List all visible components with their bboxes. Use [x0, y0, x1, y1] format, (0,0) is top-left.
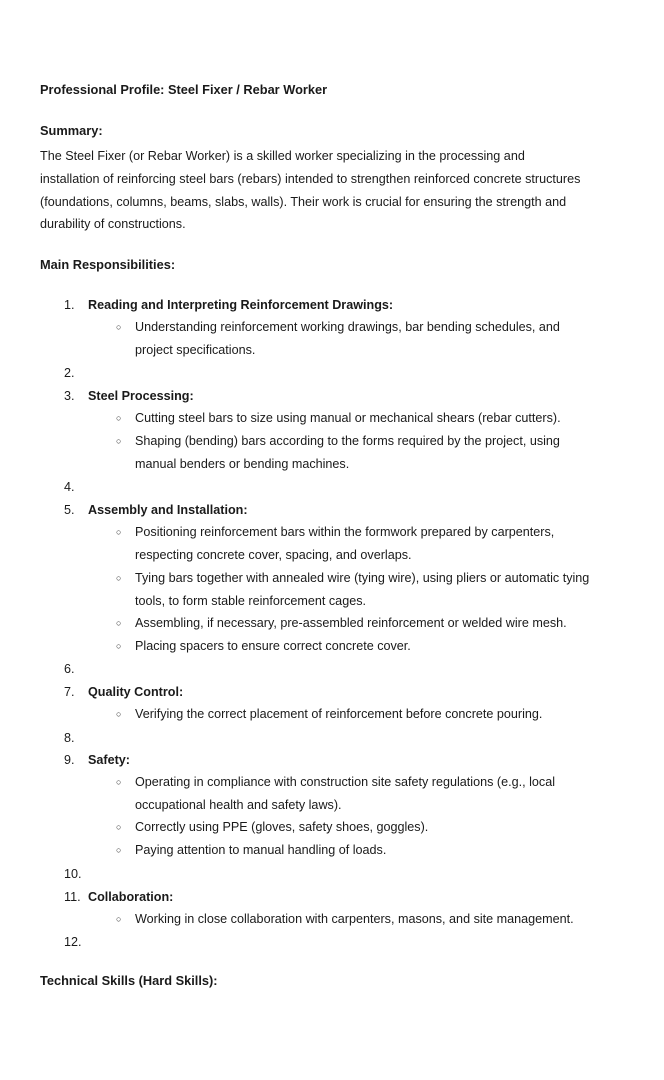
bullet-text [135, 635, 635, 658]
bullet-icon: ○ [116, 322, 122, 332]
list-heading: Reading and Interpreting Reinforcement Drawings: [88, 298, 394, 312]
bullet-line: manual benders or bending machines. [135, 456, 350, 471]
summary-heading: Summary: [40, 123, 103, 138]
bullet-icon: ○ [116, 618, 122, 628]
bullet-text [135, 816, 635, 839]
list-number: 9. [64, 753, 75, 767]
bullet-text [135, 430, 635, 476]
bullet-line: Tying bars together with annealed wire (tying wire), using pliers or automatic tying [135, 571, 590, 585]
bullet-line: respecting concrete cover, spacing, and overlaps. [135, 547, 412, 562]
summary-line: The Steel Fixer (or Rebar Worker) is a skilled worker specializing in the processing and [40, 149, 525, 163]
bullet-line: Paying attention to manual handling of loads. [135, 843, 387, 857]
bullet-line: Assembling, if necessary, pre-assembled reinforcement or welded wire mesh. [135, 616, 567, 630]
bullet-text [135, 567, 655, 613]
bullet-icon: ○ [116, 641, 122, 651]
bullet-icon: ○ [116, 413, 122, 423]
list-number: 8. [64, 731, 75, 745]
bullet-icon: ○ [116, 822, 122, 832]
summary-line: (foundations, columns, beams, slabs, walls). Their work is crucial for ensuring the strength and [40, 194, 567, 209]
list-heading: Quality Control: [88, 685, 184, 699]
list-number: 7. [64, 685, 75, 699]
list-number: 5. [64, 503, 75, 517]
bullet-text [135, 839, 635, 862]
bullet-line: Understanding reinforcement working drawings, bar bending schedules, and [135, 320, 560, 334]
bullet-line: tools, to form stable reinforcement cages. [135, 593, 366, 608]
summary-line: durability of constructions. [40, 217, 186, 232]
bullet-icon: ○ [116, 436, 122, 446]
list-number: 4. [64, 480, 75, 494]
summary-paragraph [40, 145, 630, 236]
bullet-line: Positioning reinforcement bars within the formwork prepared by carpenters, [135, 525, 555, 539]
list-number: 3. [64, 389, 75, 403]
list-number: 2. [64, 366, 75, 380]
bullet-icon: ○ [116, 527, 122, 537]
list-heading: Assembly and Installation: [88, 503, 248, 517]
bullet-line: Shaping (bending) bars according to the forms required by the project, using [135, 434, 560, 448]
list-number: 11. [64, 890, 81, 904]
list-number: 12. [64, 935, 82, 949]
bullet-line: Verifying the correct placement of reinforcement before concrete pouring. [135, 707, 543, 721]
bullet-line: occupational health and safety laws). [135, 797, 342, 812]
bullet-icon: ○ [116, 573, 122, 583]
bullet-line: Operating in compliance with construction site safety regulations (e.g., local [135, 775, 556, 789]
bullet-text [135, 521, 635, 567]
list-heading: Safety: [88, 753, 130, 767]
responsibilities-heading: Main Responsibilities: [40, 257, 176, 272]
list-number: 6. [64, 662, 75, 676]
bullet-text [135, 612, 635, 635]
list-number: 10. [64, 867, 82, 881]
bullet-text [135, 908, 645, 931]
list-number: 1. [64, 298, 75, 312]
bullet-text [135, 703, 635, 726]
bullet-line: Correctly using PPE (gloves, safety shoes, goggles). [135, 820, 429, 834]
bullet-line: project specifications. [135, 342, 256, 357]
bullet-icon: ○ [116, 845, 122, 855]
bullet-line: Cutting steel bars to size using manual or mechanical shears (rebar cutters). [135, 411, 561, 425]
bullet-line: Working in close collaboration with carpenters, masons, and site management. [135, 912, 574, 926]
bullet-icon: ○ [116, 914, 122, 924]
bullet-text [135, 407, 635, 430]
skills-heading: Technical Skills (Hard Skills): [40, 973, 218, 988]
bullet-text [135, 771, 635, 817]
bullet-text [135, 316, 635, 362]
bullet-icon: ○ [116, 777, 122, 787]
bullet-icon: ○ [116, 709, 122, 719]
document-title: Professional Profile: Steel Fixer / Rebar Worker [40, 82, 328, 97]
list-heading: Collaboration: [88, 890, 174, 904]
summary-line: installation of reinforcing steel bars (rebars) intended to strengthen reinforced concrete structures [40, 171, 581, 186]
bullet-line: Placing spacers to ensure correct concrete cover. [135, 639, 411, 653]
list-heading: Steel Processing: [88, 389, 194, 403]
